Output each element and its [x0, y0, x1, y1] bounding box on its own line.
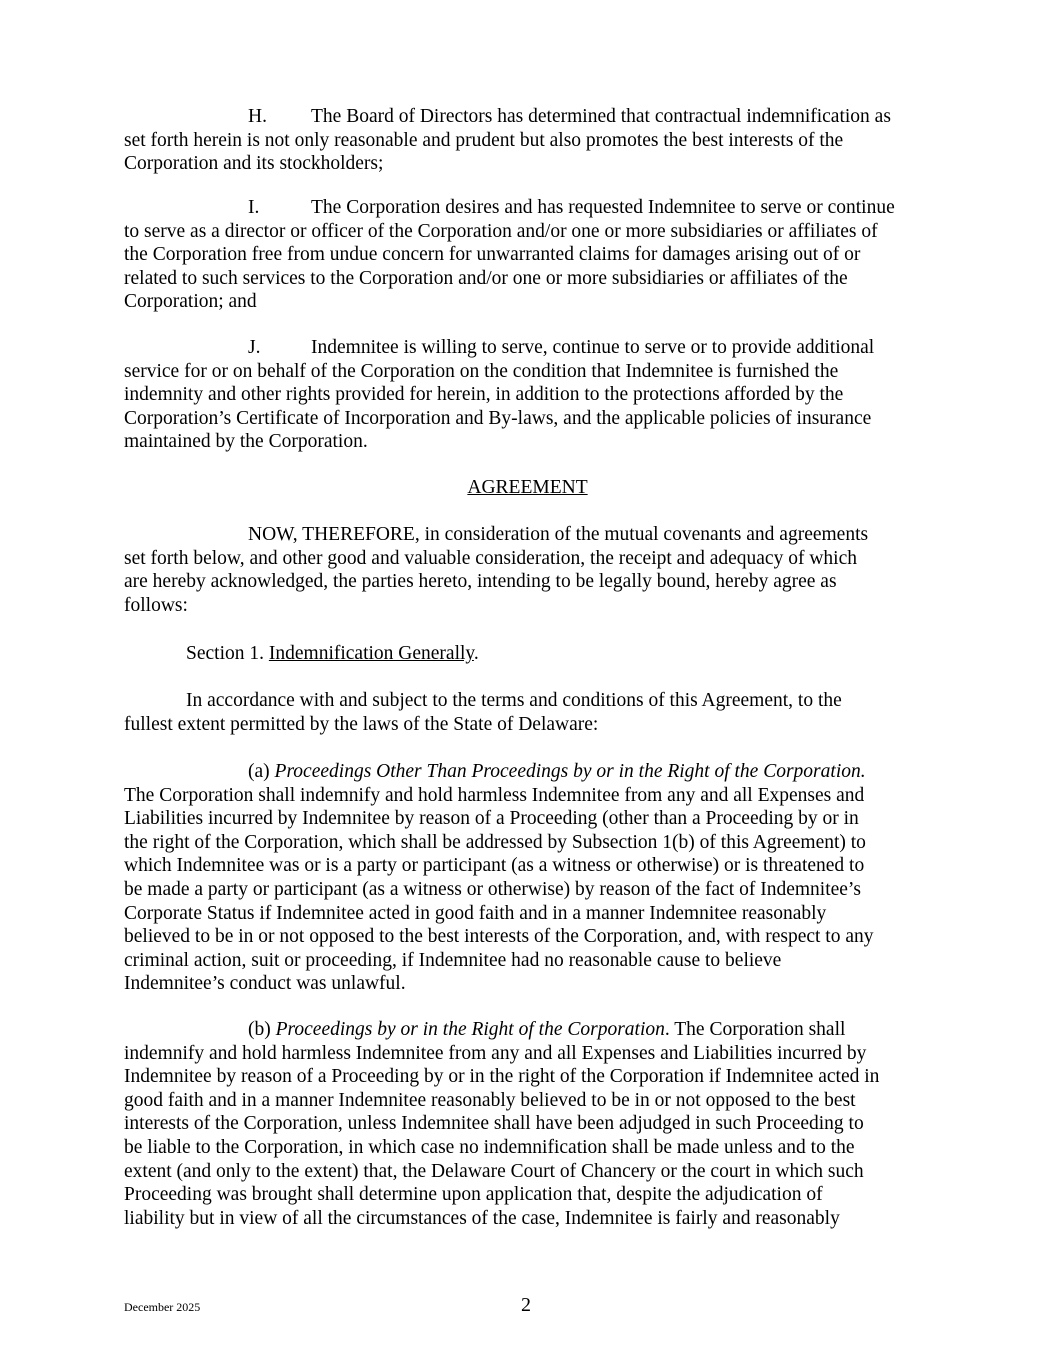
recital-j [124, 336, 944, 454]
text-line: fullest extent permitted by the laws of the State of Delaware: [124, 713, 599, 735]
text-line: Indemnitee’s conduct was unlawful. [124, 973, 406, 995]
text-line: to serve as a director or officer of the Corporation and/or one or more subsidiaries or affiliates of [124, 220, 878, 242]
text-line: maintained by the Corporation. [124, 431, 368, 453]
subsection-b [124, 1018, 944, 1230]
text-line: be made a party or participant (as a witness or otherwise) by reason of the fact of Indemnitee’s [124, 878, 861, 900]
text-line: service for or on behalf of the Corporation on the condition that Indemnitee is furnished the [124, 360, 839, 382]
text-line [124, 105, 944, 129]
accordance-paragraph [124, 689, 944, 736]
text-line: which Indemnitee was or is a party or participant (as a witness or otherwise) or is threatened to [124, 855, 865, 877]
section-title: Indemnification Generally [268, 643, 474, 664]
subsection-label: (a) [248, 761, 275, 782]
text-line: NOW, THEREFORE, in consideration of the mutual covenants and agreements [248, 524, 869, 545]
text-line [124, 196, 944, 220]
subsection-heading: Proceedings Other Than Proceedings by or in the Right of the Corporation. [274, 761, 866, 782]
recital-label: H. [248, 106, 267, 127]
now-therefore-paragraph [124, 523, 944, 617]
subsection-heading: Proceedings by or in the Right of the Corporation [275, 1019, 665, 1040]
agreement-heading: AGREEMENT [467, 477, 588, 498]
text-line: Indemnitee by reason of a Proceeding by or in the right of the Corporation if Indemnitee acted in [124, 1066, 880, 1088]
text-line: the right of the Corporation, which shall be addressed by Subsection 1(b) of this Agreement) to [124, 831, 866, 853]
subsection-text: . The Corporation shall [664, 1019, 846, 1040]
footer-date: December 2025 [124, 1300, 201, 1314]
recital-first-text: The Board of Directors has determined that contractual indemnification as [311, 106, 891, 127]
recital-i [124, 196, 944, 314]
text-line: the Corporation free from undue concern for unwarranted claims for damages arising out of or [124, 244, 861, 266]
text-line: related to such services to the Corporation and/or one or more subsidiaries or affiliates of the [124, 267, 848, 289]
text-line: Proceeding was brought shall determine upon application that, despite the adjudication of [124, 1184, 823, 1206]
text-line: Corporate Status if Indemnitee acted in good faith and in a manner Indemnitee reasonably [124, 902, 827, 924]
text-line: indemnity and other rights provided for herein, in addition to the protections afforded by the [124, 384, 844, 406]
text-line: good faith and in a manner Indemnitee reasonably believed to be in or not opposed to the best [124, 1089, 856, 1111]
text-line: be liable to the Corporation, in which case no indemnification shall be made unless and to the [124, 1136, 855, 1158]
text-line: The Corporation shall indemnify and hold harmless Indemnitee from any and all Expenses and [124, 784, 865, 806]
text-line: follows: [124, 594, 188, 616]
text-line: liability but in view of all the circumstances of the case, Indemnitee is fairly and reasonably [124, 1207, 840, 1229]
text-line: Corporation’s Certificate of Incorporation and By-laws, and the applicable policies of insurance [124, 407, 872, 429]
text-line: set forth below, and other good and valuable consideration, the receipt and adequacy of which [124, 547, 857, 569]
subsection-label: (b) [248, 1019, 276, 1040]
recital-label: J. [248, 337, 261, 358]
text-line: Corporation; and [124, 291, 257, 313]
text-line: set forth herein is not only reasonable and prudent but also promotes the best interests of the [124, 129, 844, 151]
text-line: indemnify and hold harmless Indemnitee from any and all Expenses and Liabilities incurred by [124, 1042, 867, 1064]
recital-first-text: The Corporation desires and has requested Indemnitee to serve or continue [311, 197, 895, 218]
text-line: Corporation and its stockholders; [124, 153, 384, 175]
text-line: believed to be in or not opposed to the best interests of the Corporation, and, with respect to any [124, 926, 874, 948]
text-line: are hereby acknowledged, the parties hereto, intending to be legally bound, hereby agree as [124, 571, 837, 593]
text-line [124, 336, 944, 360]
section-number: Section 1. [186, 643, 269, 664]
text-line: interests of the Corporation, unless Indemnitee shall have been adjudged in such Proceeding to [124, 1113, 864, 1135]
recital-first-text: Indemnitee is willing to serve, continue to serve or to provide additional [311, 337, 875, 358]
text-line: criminal action, suit or proceeding, if Indemnitee had no reasonable cause to believe [124, 949, 782, 971]
recital-h [124, 105, 944, 176]
text-line: Liabilities incurred by Indemnitee by reason of a Proceeding (other than a Proceeding by or in [124, 808, 859, 830]
text-line: In accordance with and subject to the terms and conditions of this Agreement, to the [186, 690, 842, 711]
page-number: 2 [521, 1294, 531, 1316]
recital-label: I. [248, 197, 260, 218]
section-suffix: . [473, 643, 479, 664]
text-line: extent (and only to the extent) that, the Delaware Court of Chancery or the court in which such [124, 1160, 864, 1182]
section-1-heading [124, 642, 944, 666]
subsection-a [124, 760, 944, 996]
